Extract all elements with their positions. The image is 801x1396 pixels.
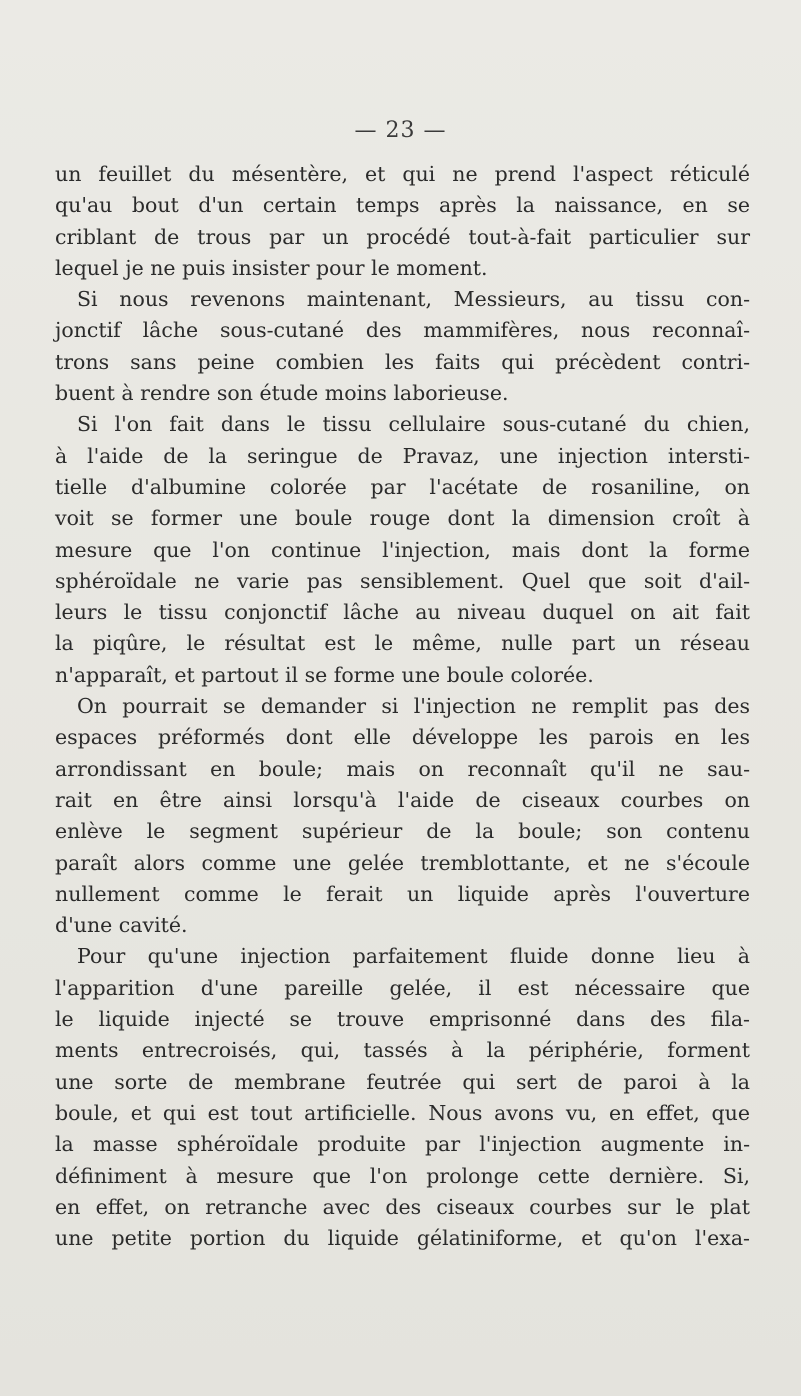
text-line: en effet, on retranche avec des ciseaux courbes sur le plat — [55, 1194, 750, 1219]
text-line: jonctif lâche sous-cutané des mammifères, nous reconnaî- — [55, 318, 750, 343]
text-line: à l'aide de la seringue de Pravaz, une injection intersti- — [55, 443, 750, 468]
text-line: mesure que l'on continue l'injection, mais dont la forme — [55, 537, 750, 562]
text-line: Pour qu'une injection parfaitement fluide donne lieu à — [77, 944, 750, 969]
text-line: l'apparition d'une pareille gelée, il est nécessaire que — [55, 975, 750, 1000]
body-text — [55, 159, 750, 1254]
text-line: d'une cavité. — [55, 913, 188, 938]
text-line: Si nous revenons maintenant, Messieurs, au tissu con- — [77, 287, 750, 312]
text-line: arrondissant en boule; mais on reconnaît qu'il ne sau- — [55, 756, 750, 781]
text-line: un feuillet du mésentère, et qui ne prend l'aspect réticulé — [55, 162, 750, 186]
text-line: Si l'on fait dans le tissu cellulaire sous-cutané du chien, — [77, 412, 750, 437]
text-line: une petite portion du liquide gélatiniforme, et qu'on l'exa- — [55, 1226, 750, 1251]
text-line: définiment à mesure que l'on prolonge cette dernière. Si, — [55, 1163, 750, 1188]
text-line: tielle d'albumine colorée par l'acétate de rosaniline, on — [55, 474, 750, 499]
text-line: lequel je ne puis insister pour le moment. — [55, 255, 488, 280]
text-line: qu'au bout d'un certain temps après la naissance, en se — [55, 193, 750, 218]
text-line: une sorte de membrane feutrée qui sert de paroi à la — [55, 1069, 750, 1094]
text-line: buent à rendre son étude moins laborieuse. — [55, 381, 509, 406]
text-line: rait en être ainsi lorsqu'à l'aide de ciseaux courbes on — [55, 787, 750, 812]
text-line: paraît alors comme une gelée tremblottante, et ne s'écoule — [55, 850, 750, 875]
text-line: enlève le segment supérieur de la boule; son contenu — [55, 819, 750, 844]
text-line: trons sans peine combien les faits qui précèdent contri- — [55, 349, 750, 374]
text-line: voit se former une boule rouge dont la dimension croît à — [55, 506, 750, 531]
text-line: nullement comme le ferait un liquide après l'ouverture — [55, 881, 750, 906]
text-line: sphéroïdale ne varie pas sensiblement. Quel que soit d'ail- — [55, 568, 750, 593]
text-line: espaces préformés dont elle développe les parois en les — [55, 725, 750, 750]
text-line: la piqûre, le résultat est le même, nulle part un réseau — [55, 631, 750, 656]
text-line: leurs le tissu conjonctif lâche au niveau duquel on ait fait — [55, 600, 750, 625]
page-number: — 23 — — [354, 118, 447, 143]
text-line: criblant de trous par un procédé tout-à-fait particulier sur — [55, 224, 750, 249]
text-line: boule, et qui est tout artificielle. Nous avons vu, en effet, que — [55, 1100, 750, 1125]
text-line: On pourrait se demander si l'injection ne remplit pas des — [77, 694, 750, 719]
text-line: ments entrecroisés, qui, tassés à la périphérie, forment — [55, 1038, 750, 1063]
text-line: n'apparaît, et partout il se forme une boule colorée. — [55, 662, 594, 687]
text-line: le liquide injecté se trouve emprisonné dans des fila- — [55, 1007, 750, 1032]
text-line: la masse sphéroïdale produite par l'injection augmente in- — [55, 1132, 750, 1157]
